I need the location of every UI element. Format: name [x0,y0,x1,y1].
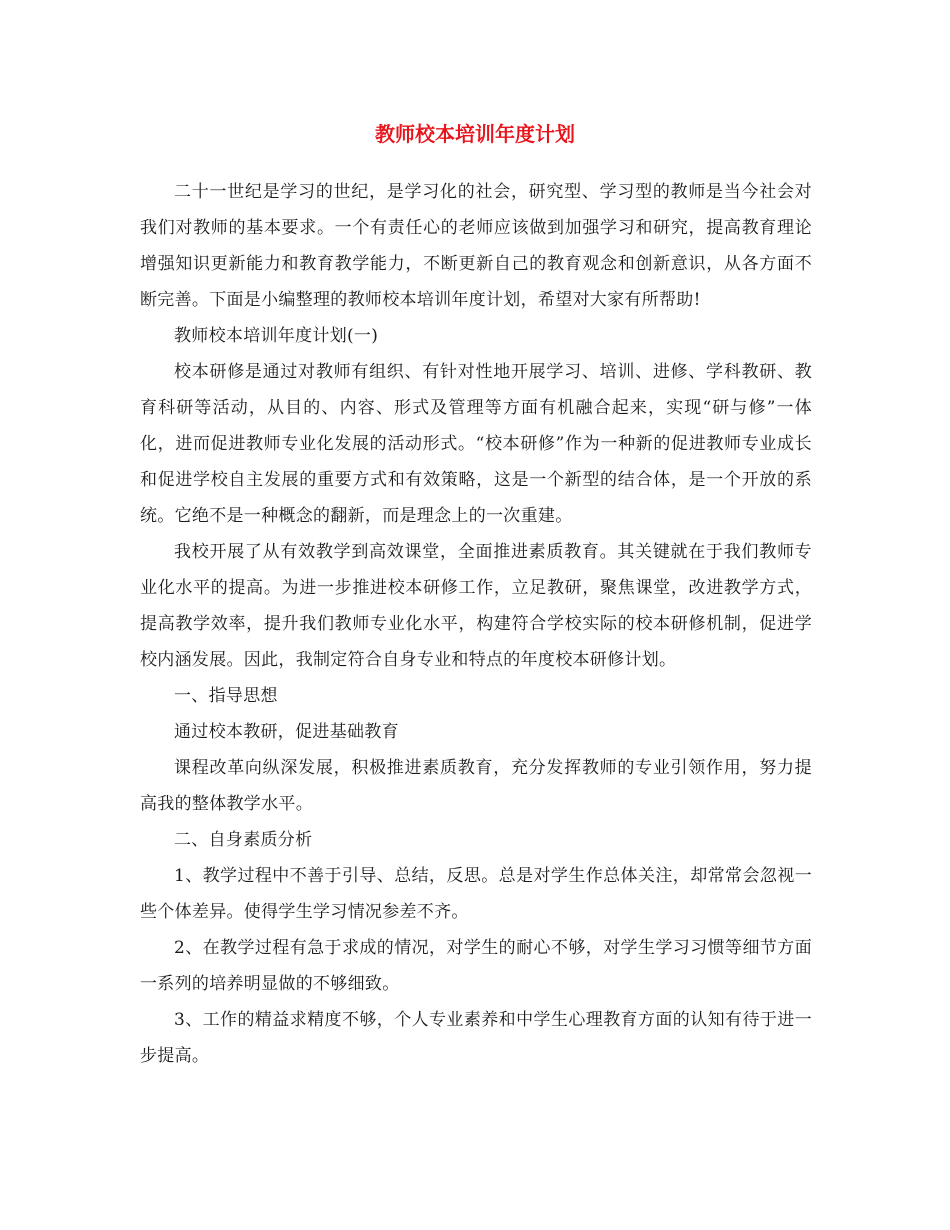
section-heading-self-analysis: 二、自身素质分析 [174,830,313,850]
list-item-analysis-2: 2、在教学过程有急于求成的情况，对学生的耐心不够，对学生学习习惯等细节方面一系列的培养明显做的不够细致。 [140,938,812,994]
section-heading-plan-one: 教师校本培训年度计划(一) [174,326,379,346]
paragraph-our-school: 我校开展了从有效教学到高效课堂，全面推进素质教育。其关键就在于我们教师专业化水平的提高。为进一步推进校本研修工作，立足教研，聚焦课堂，改进教学方式，提高教学效率，提升我们教师专业化水平，构建符合学校实际的校本研修机制，促进学校内涵发展。因此，我制定符合自身专业和特点的年度校本研修计划。 [140,542,812,670]
paragraph-guiding-line: 通过校本教研，促进基础教育 [174,722,399,742]
paragraph-curriculum-reform: 课程改革向纵深发展，积极推进素质教育，充分发挥教师的专业引领作用，努力提高我的整体教学水平。 [140,758,812,814]
document-title: 教师校本培训年度计划 [375,122,575,146]
section-heading-guiding-thought: 一、指导思想 [174,686,278,706]
intro-paragraph: 二十一世纪是学习的世纪，是学习化的社会，研究型、学习型的教师是当今社会对我们对教师的基本要求。一个有责任心的老师应该做到加强学习和研究，提高教育理论增强知识更新能力和教育教学能力，不断更新自己的教育观念和创新意识，从各方面不断完善。下面是小编整理的教师校本培训年度计划，希望对大家有所帮助! [140,182,812,310]
document-body [140,174,812,1074]
list-item-analysis-1: 1、教学过程中不善于引导、总结，反思。总是对学生作总体关注，却常常会忽视一些个体差异。使得学生学习情况参差不齐。 [140,866,812,922]
list-item-analysis-3: 3、工作的精益求精度不够，个人专业素养和中学生心理教育方面的认知有待于进一步提高。 [140,1010,812,1066]
paragraph-school-based-research: 校本研修是通过对教师有组织、有针对性地开展学习、培训、进修、学科教研、教育科研等活动，从目的、内容、形式及管理等方面有机融合起来，实现“研与修”一体化，进而促进教师专业化发展的活动形式。“校本研修”作为一种新的促进教师专业成长和促进学校自主发展的重要方式和有效策略，这是一个新型的结合体，是一个开放的系统。它绝不是一种概念的翻新，而是理念上的一次重建。 [140,362,812,526]
